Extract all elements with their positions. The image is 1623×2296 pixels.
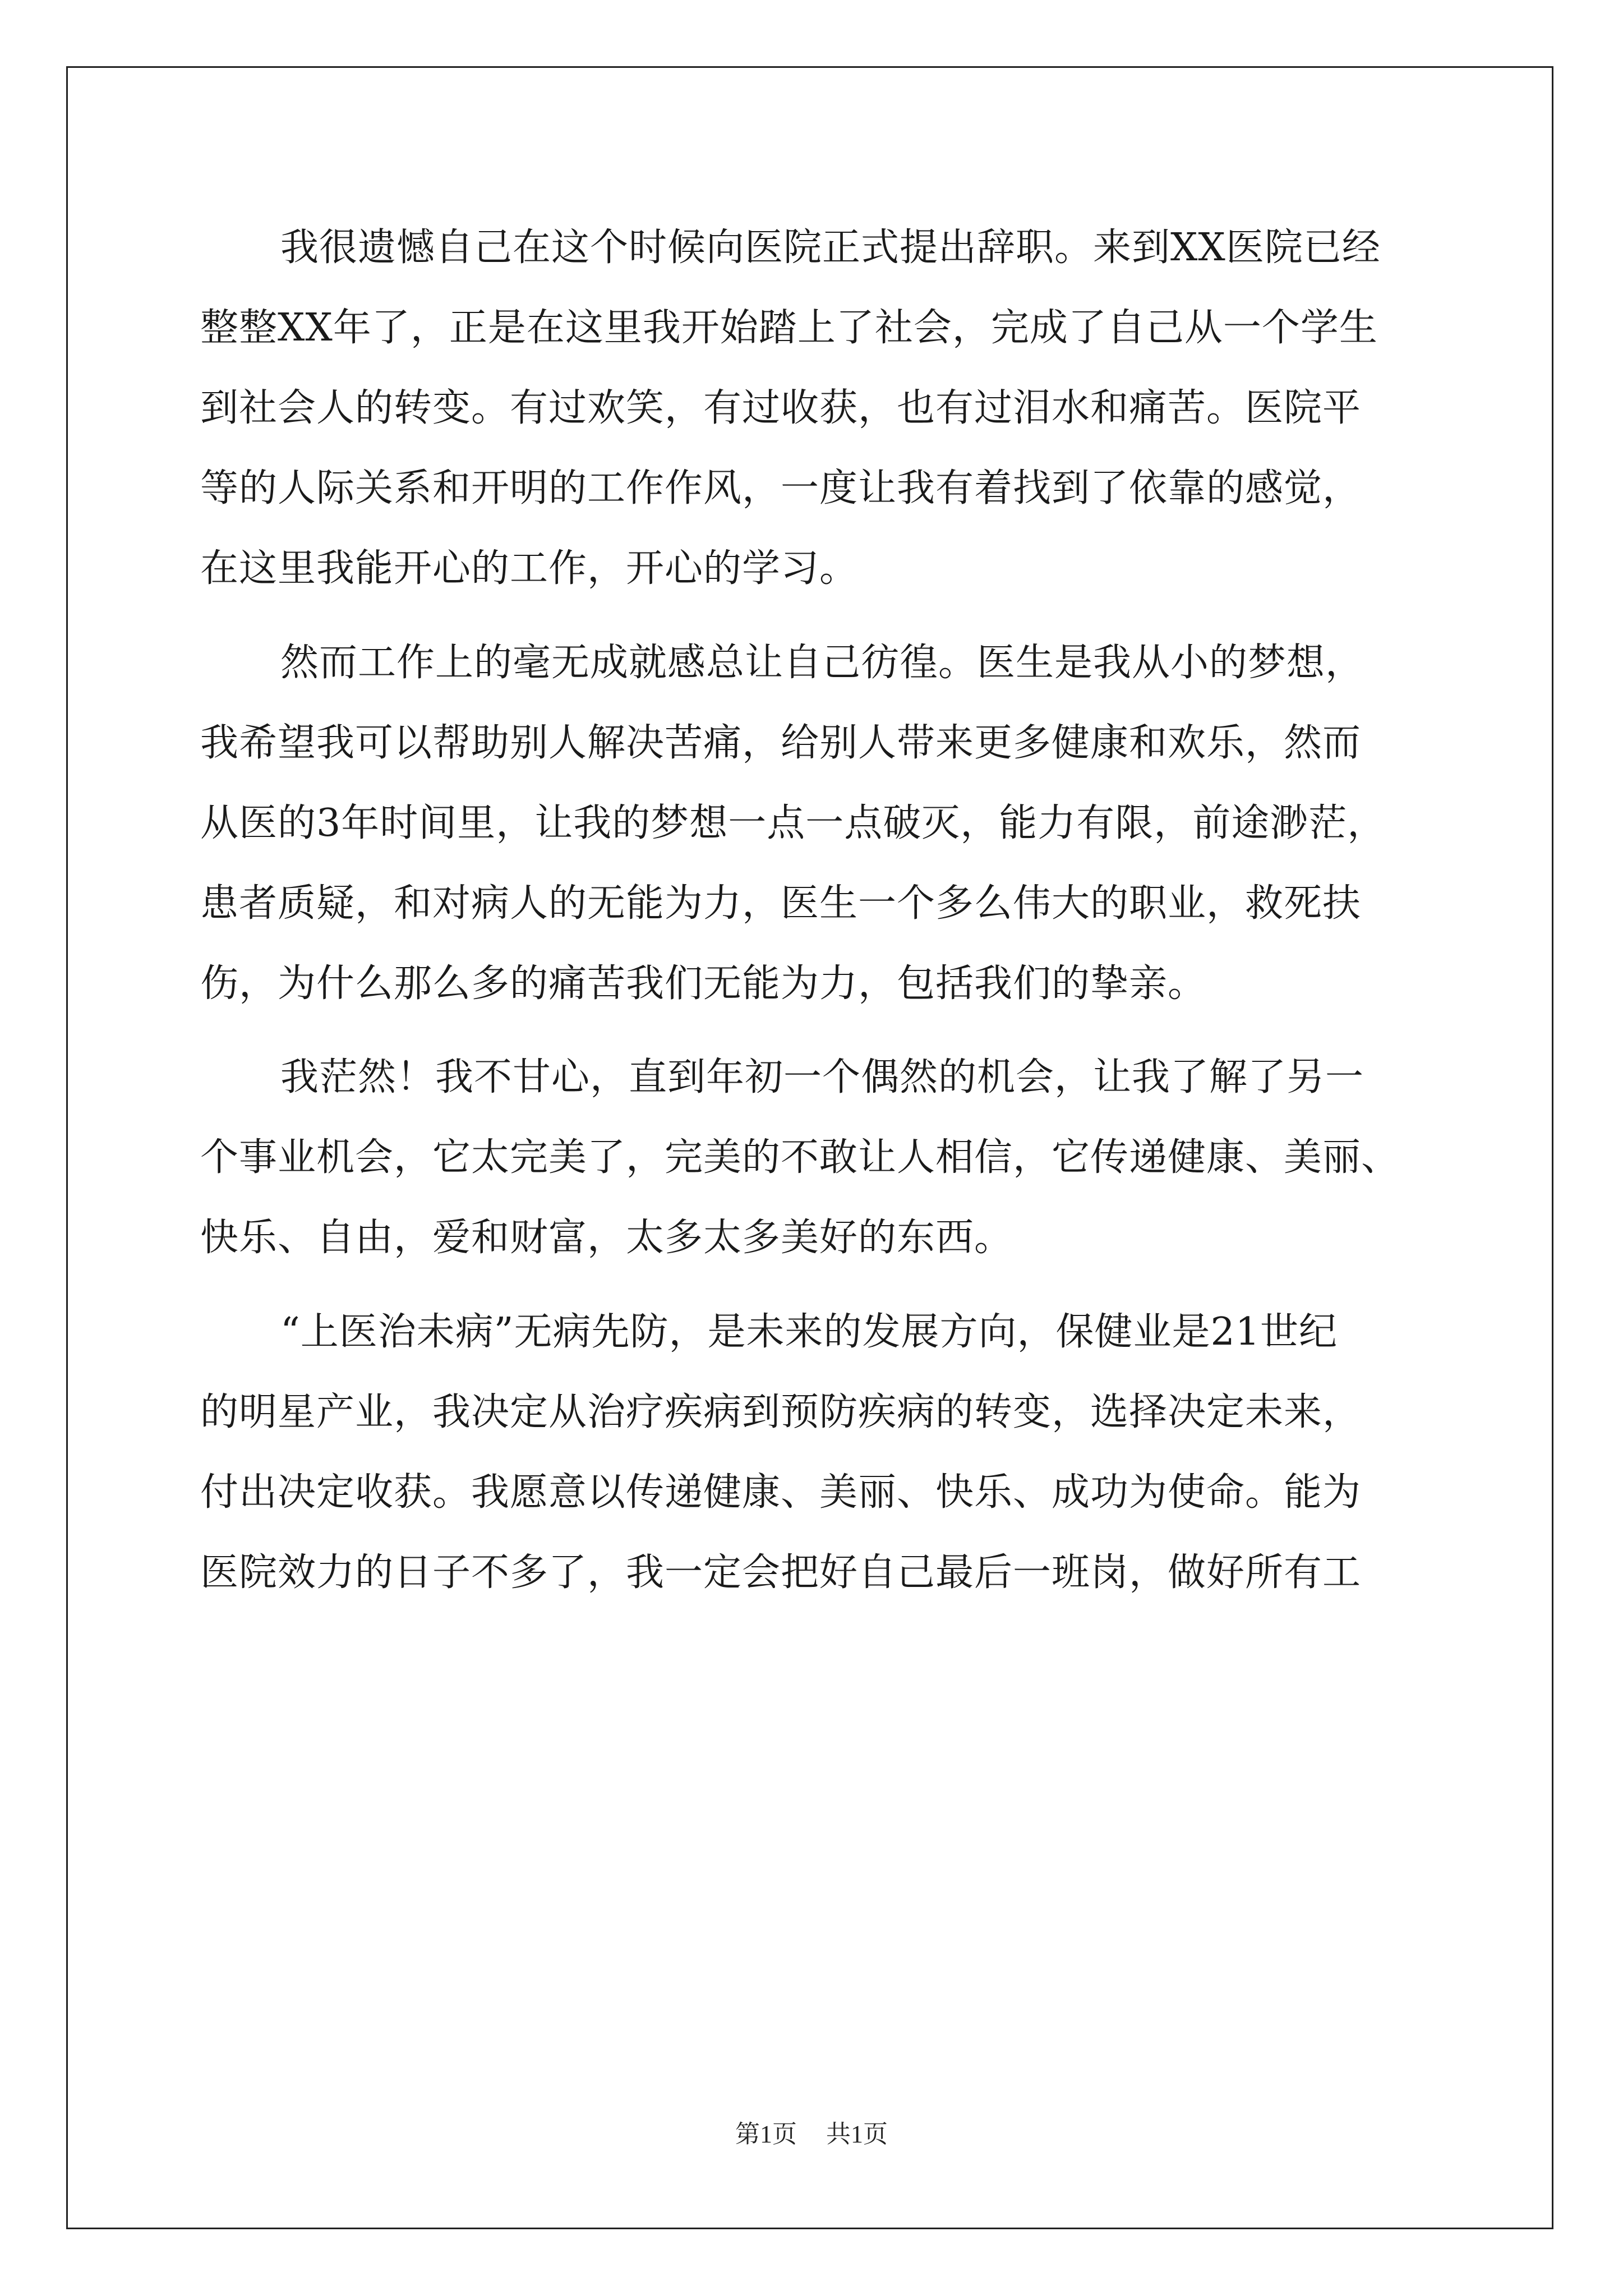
- paragraph-3-line-1: 我茫然！我不甘心，直到年初一个偶然的机会，让我了解了另一: [280, 1055, 1364, 1099]
- paragraph-2-line-4: 患者质疑，和对病人的无能为力，医生一个多么伟大的职业，救死扶: [200, 881, 1362, 926]
- paragraph-2-line-3: 从医的3年时间里，让我的梦想一点一点破灭，能力有限，前途渺茫，: [200, 801, 1386, 845]
- paragraph-1-line-4: 等的人际关系和开明的工作作风，一度让我有着找到了依靠的感觉，: [200, 466, 1362, 510]
- paragraph-1-line-1: 我很遗憾自己在这个时候向医院正式提出辞职。来到XX医院已经: [280, 226, 1381, 270]
- page-footer: [0, 2118, 1623, 2151]
- paragraph-4-line-3: 付出决定收获。我愿意以传递健康、美丽、快乐、成功为使命。能为: [200, 1470, 1362, 1515]
- paragraph-3-line-2: 个事业机会，它太完美了，完美的不敢让人相信，它传递健康、美丽、: [200, 1135, 1400, 1180]
- paragraph-1-line-5: 在这里我能开心的工作，开心的学习。: [200, 546, 859, 591]
- current-page-label: 第1页: [735, 2120, 797, 2148]
- paragraph-4-line-2: 的明星产业，我决定从治疗疾病到预防疾病的转变，选择决定未来，: [200, 1390, 1362, 1434]
- paragraph-4-line-4: 医院效力的日子不多了，我一定会把好自己最后一班岗，做好所有工: [200, 1550, 1362, 1595]
- paragraph-2-line-5: 伤，为什么那么多的痛苦我们无能为力，包括我们的挚亲。: [200, 961, 1207, 1006]
- paragraph-2-line-1: 然而工作上的毫无成就感总让自己彷徨。医生是我从小的梦想，: [280, 641, 1364, 685]
- paragraph-2-line-2: 我希望我可以帮助别人解决苦痛，给别人带来更多健康和欢乐，然而: [200, 721, 1362, 765]
- paragraph-4-line-1: “上医治未病”无病先防，是未来的发展方向，保健业是21世纪: [280, 1310, 1338, 1354]
- paragraph-3-line-3: 快乐、自由，爱和财富，太多太多美好的东西。: [200, 1216, 1013, 1260]
- paragraph-1-line-2: 整整XX年了，正是在这里我开始踏上了社会，完成了自己从一个学生: [200, 306, 1378, 350]
- total-pages-label: 共1页: [826, 2120, 888, 2148]
- paragraph-1-line-3: 到社会人的转变。有过欢笑，有过收获，也有过泪水和痛苦。医院平: [200, 386, 1362, 430]
